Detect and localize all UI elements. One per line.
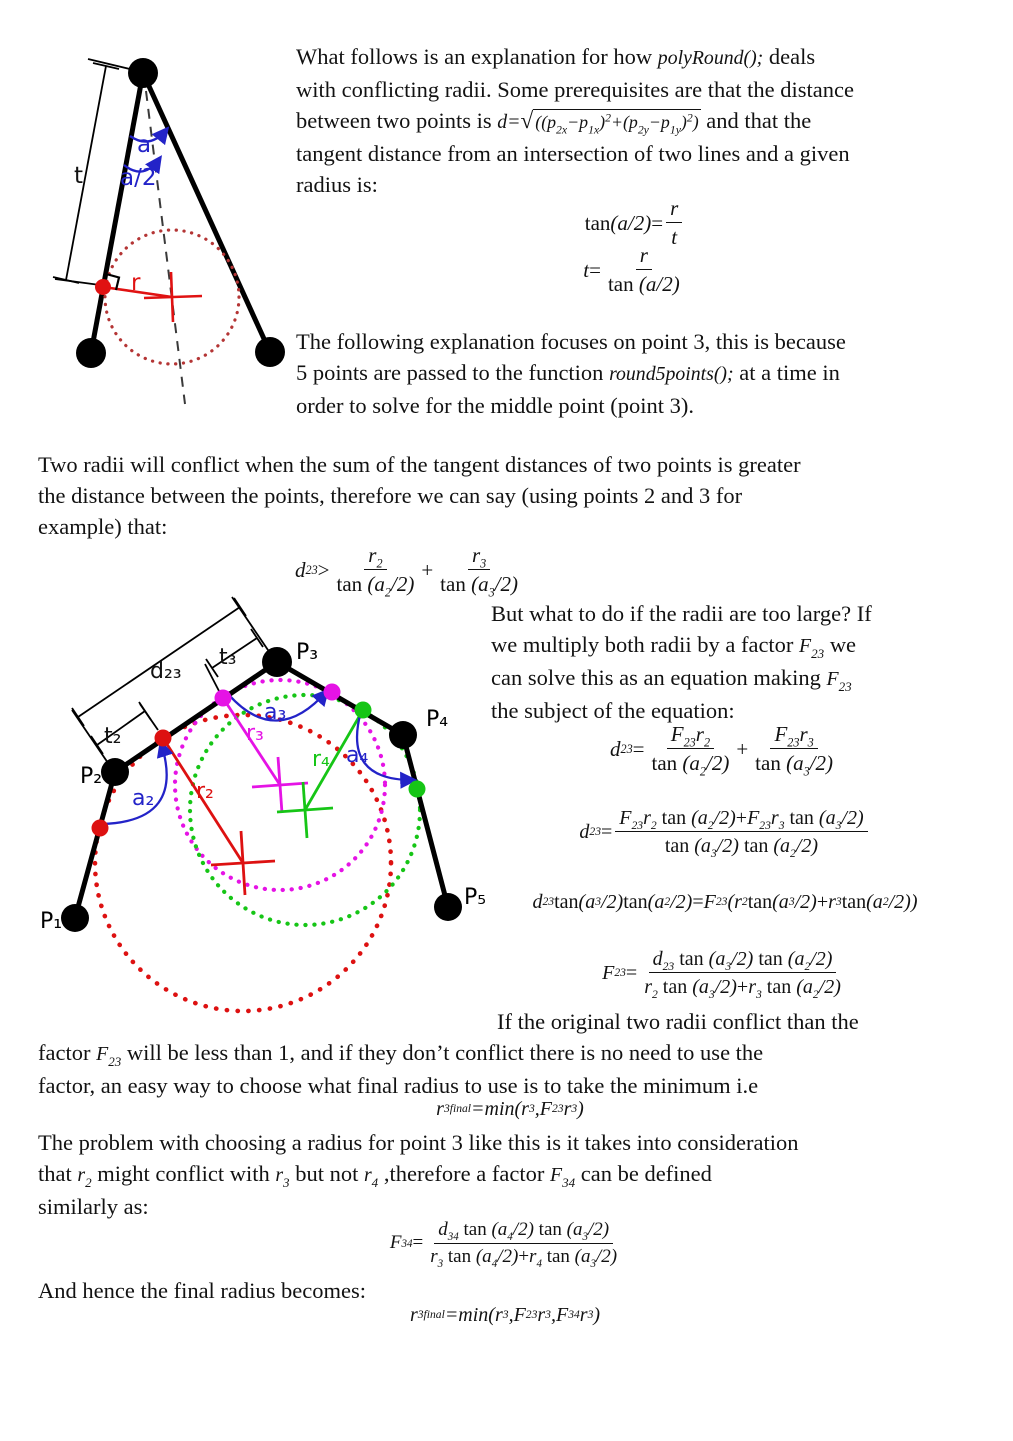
t3-label: t₃	[219, 645, 237, 670]
a4-label: a₄	[346, 743, 369, 768]
r4-center-cross	[277, 782, 333, 838]
paragraph-focus: The following explanation focuses on point 3, this is because 5 points are passed to the function round5points(); at a time in order to solve for the middle point (point 3).	[296, 329, 846, 418]
p2-label: P₂	[80, 764, 103, 789]
formula-d23-combined: d 23 = $\frac{F_{23}r_2 \tan (a_2/2)+F_{23}r_3 \tan (a_3/2)}{\tan (a_3/2) \tan (a_2/2)}$	[545, 806, 905, 858]
paragraph-hence: And hence the final radius becomes:	[38, 1278, 367, 1303]
p1-label: P₁	[40, 909, 63, 934]
polygon-diagram	[28, 596, 510, 1038]
paragraph-conflict: Two radii will conflict when the sum of the tangent distances of two points is greater the distance between the points, therefore we can say (using points 2 and 3 for example) that:	[38, 452, 801, 539]
t2-label: t₂	[104, 724, 122, 749]
formula-d23-inequality: d 23 > $\frac{r_2}{\tan (a_2/2)}$ + $\frac{r_3}{\tan (a_3/2)}$	[294, 543, 518, 600]
paragraph-too-large: But what to do if the radii are too large? If we multiply both radii by a factor $F_{23}$ we can solve this as an equation making $F_{23}$ the subject of the equation:	[491, 601, 872, 723]
vertex-dots	[61, 647, 462, 932]
r-label: r	[131, 270, 141, 296]
paragraph-original-conflict-line1: If the original two radii conflict than the	[497, 1009, 859, 1034]
r3-label: r₃	[246, 721, 264, 746]
formula-r3final-min: r 3final =min(r 3 ,F 23 r 3 )	[436, 1098, 584, 1120]
r2-label: r₂	[196, 779, 214, 804]
formula-t: t = $\frac{r}{\tan (a/2)}$	[583, 243, 680, 297]
r4-label: r₄	[312, 747, 330, 772]
tangent-diagram	[28, 45, 302, 420]
center-crosses	[211, 757, 333, 895]
a3-label: a₃	[264, 700, 287, 725]
formula-d23-factored: d 23 = $\frac{F_{23}r_2}{\tan (a_2/2)}$ + $\frac{F_{23}r_3}{\tan (a_3/2)}$	[609, 722, 833, 779]
angle-bisector-dashed-line	[146, 91, 185, 404]
p4-label: P₄	[426, 707, 449, 732]
d23-label: d₂₃	[150, 659, 182, 684]
formula-r3final-min-full: r 3final =min(r 3 ,F 23 r 3 ,F 34 r 3 )	[409, 1304, 601, 1326]
formula-f23: F 23 = $\frac{d_{23} \tan (a_3/2) \tan (a_2/2)}{r_2 \tan (a_3/2)+r_3 \tan (a_2/2)}$	[602, 948, 841, 1002]
paragraph-original-conflict: factor $F_{23}$ will be less than 1, and if they don’t conflict there is no need to use the factor, an easy way to choose what final radius to use is to take the minimum i.e	[38, 1040, 764, 1098]
paragraph-intro: What follows is an explanation for how polyRound(); deals with conflicting radii. Some prerequisites are that the distance between two points is d= √ $((p_{2x}-p_{1x})^2+(p_{2y}-p_{1y})^2)$ and that the tangent distance from an intersection of two lines and a given radius is:	[296, 44, 854, 197]
angle-a-half-label: a/2	[120, 165, 157, 191]
formula-f34: F 34 = $\frac{d_{34} \tan (a_4/2) \tan (a_3/2)}{r_3 \tan (a_4/2)+r_4 \tan (a_3/2)}$	[389, 1219, 618, 1270]
r3-center-cross	[252, 757, 308, 813]
a2-label: a₂	[132, 786, 155, 811]
polygon-lines	[75, 662, 448, 918]
r2-center-cross	[211, 831, 275, 895]
t-label: t	[74, 163, 84, 189]
p5-label: P₅	[464, 885, 487, 910]
paragraph-problem: The problem with choosing a radius for point 3 like this is it takes into consideration that $r_2$ might conflict with $r_3$ but not $r_4$ ,therefore a factor $F_{34}$ can be defined similarly as:	[38, 1130, 799, 1219]
polygon-lines	[91, 73, 270, 353]
tangent-point-dot	[95, 279, 111, 295]
p3-label: P₃	[296, 640, 319, 665]
formula-tan: tan (a/2) = $\frac{r}{t}$	[485, 196, 785, 250]
formula-d23-expanded: d 23 tan (a 3 /2) tan (a 2 /2) = F 23 ( r 2 tan (a 3 /2) + r 3 tan (a 2 /2) )	[532, 891, 918, 913]
angle-a-label: a	[137, 132, 152, 158]
